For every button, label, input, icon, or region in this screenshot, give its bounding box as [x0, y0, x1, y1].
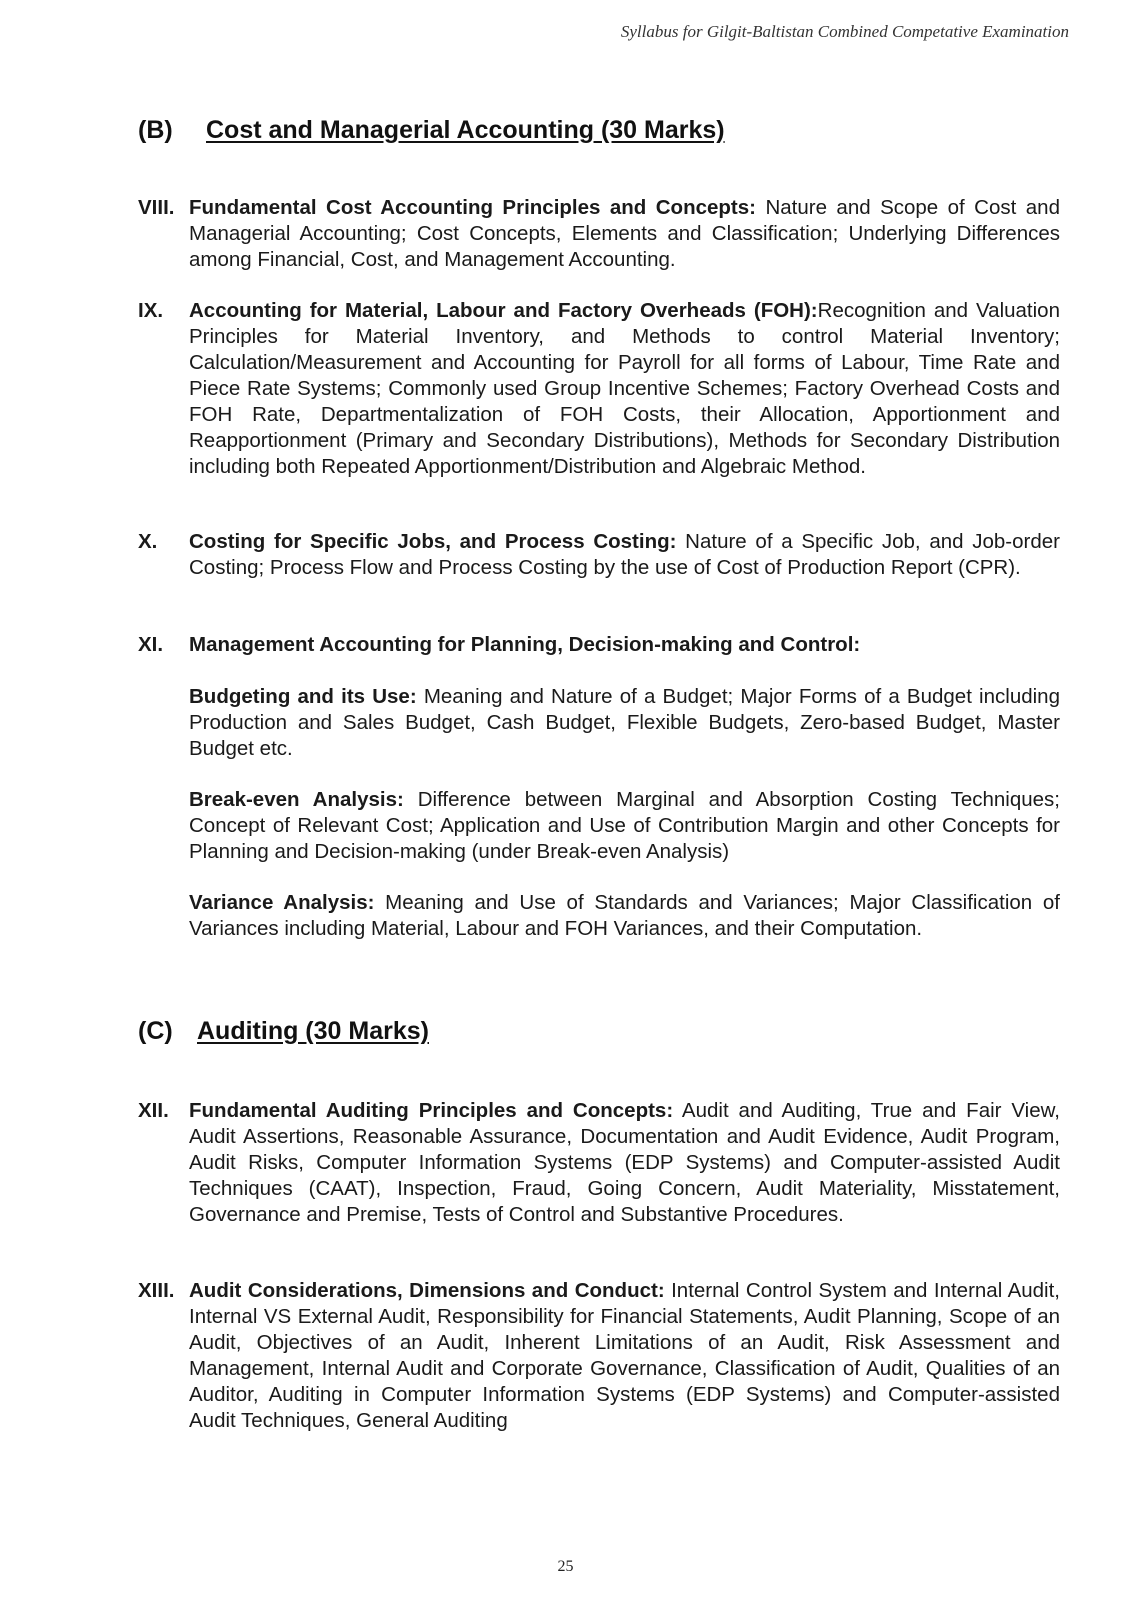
subtopic-text: Difference between Marginal and Absorption Costing Techniques; Concept of Relevant Cost; Application and Use of Contribution Margin and other Concepts for Planning and Decision-making (under Break-even Analysis)	[189, 788, 1060, 863]
subtopic-break-even	[189, 787, 1060, 865]
item-body	[189, 632, 1060, 658]
subtopic-budgeting	[189, 684, 1060, 762]
item-text: Recognition and Valuation Principles for Material Inventory, and Methods to control Material Inventory; Calculation/Measurement and Accounting for Payroll for all forms of Labour, Time Rate and Piece Rate Systems; Commonly used Group Incentive Schemes; Factory Overhead Costs and FOH Rate, Departmentalization of FOH Costs, their Allocation, Apportionment and Reapportionment (Primary and Secondary Distributions), Methods for Secondary Distribution including both Repeated Apportionment/Distribution and Algebraic Method.	[189, 299, 1060, 478]
syllabus-item-xii	[138, 1098, 1060, 1228]
item-title: Management Accounting for Planning, Decision-making and Control:	[189, 633, 861, 656]
item-numeral: XII.	[138, 1099, 169, 1122]
item-text: Nature and Scope of Cost and Managerial Accounting; Cost Concepts, Elements and Classification; Underlying Differences among Financial, Cost, and Management Accounting.	[189, 196, 1060, 271]
syllabus-item-xiii	[138, 1278, 1060, 1434]
section-letter: (B)	[138, 116, 173, 144]
syllabus-item-xi	[138, 632, 1060, 658]
item-numeral: VIII.	[138, 196, 175, 219]
item-title: Accounting for Material, Labour and Factory Overheads (FOH):	[189, 299, 818, 322]
section-letter: (C)	[138, 1017, 173, 1045]
subtopic-title: Break-even Analysis:	[189, 788, 404, 811]
item-title: Fundamental Auditing Principles and Concepts:	[189, 1099, 674, 1122]
item-title: Audit Considerations, Dimensions and Conduct:	[189, 1279, 665, 1302]
syllabus-item-x	[138, 529, 1060, 581]
running-header: Syllabus for Gilgit-Baltistan Combined Competative Examination	[620, 22, 1069, 41]
item-body	[189, 195, 1060, 273]
section-title: Auditing (30 Marks)	[197, 1017, 429, 1045]
item-body	[189, 1278, 1060, 1434]
item-text: Nature of a Specific Job, and Job-order Costing; Process Flow and Process Costing by the use of Cost of Production Report (CPR).	[189, 530, 1060, 579]
section-heading-b	[138, 116, 725, 145]
page-number: 25	[557, 1558, 574, 1575]
syllabus-item-ix	[138, 298, 1060, 480]
subtopic-title: Budgeting and its Use:	[189, 685, 417, 708]
subtopic-text: Meaning and Nature of a Budget; Major Forms of a Budget including Production and Sales Budget, Cash Budget, Flexible Budgets, Zero-based Budget, Master Budget etc.	[189, 685, 1060, 760]
item-title: Fundamental Cost Accounting Principles and Concepts:	[189, 196, 756, 219]
item-numeral: XIII.	[138, 1279, 175, 1302]
subtopic-text: Meaning and Use of Standards and Variances; Major Classification of Variances including Material, Labour and FOH Variances, and their Computation.	[189, 891, 1060, 940]
item-numeral: X.	[138, 530, 158, 553]
item-body	[189, 298, 1060, 480]
item-title: Costing for Specific Jobs, and Process Costing:	[189, 530, 677, 553]
item-text: Audit and Auditing, True and Fair View, Audit Assertions, Reasonable Assurance, Documentation and Audit Evidence, Audit Program, Audit Risks, Computer Information Systems (EDP Systems) and Computer-assisted Audit Techniques (CAAT), Inspection, Fraud, Going Concern, Audit Materiality, Misstatement, Governance and Premise, Tests of Control and Substantive Procedures.	[189, 1099, 1061, 1226]
item-numeral: IX.	[138, 299, 164, 322]
item-numeral: XI.	[138, 633, 164, 656]
subtopic-variance	[189, 890, 1060, 942]
item-body	[189, 1098, 1060, 1228]
item-body	[189, 529, 1060, 581]
item-text: Internal Control System and Internal Audit, Internal VS External Audit, Responsibility for Financial Statements, Audit Planning, Scope of an Audit, Objectives of an Audit, Inherent Limitations of an Audit, Risk Assessment and Management, Internal Audit and Corporate Governance, Classification of Audit, Qualities of an Auditor, Auditing in Computer Information Systems (EDP Systems) and Computer-assisted Audit Techniques, General Auditing	[189, 1279, 1060, 1432]
subtopic-title: Variance Analysis:	[189, 891, 375, 914]
section-heading-c	[138, 1017, 429, 1046]
section-title: Cost and Managerial Accounting (30 Marks)	[206, 116, 725, 144]
syllabus-item-viii	[138, 195, 1060, 273]
